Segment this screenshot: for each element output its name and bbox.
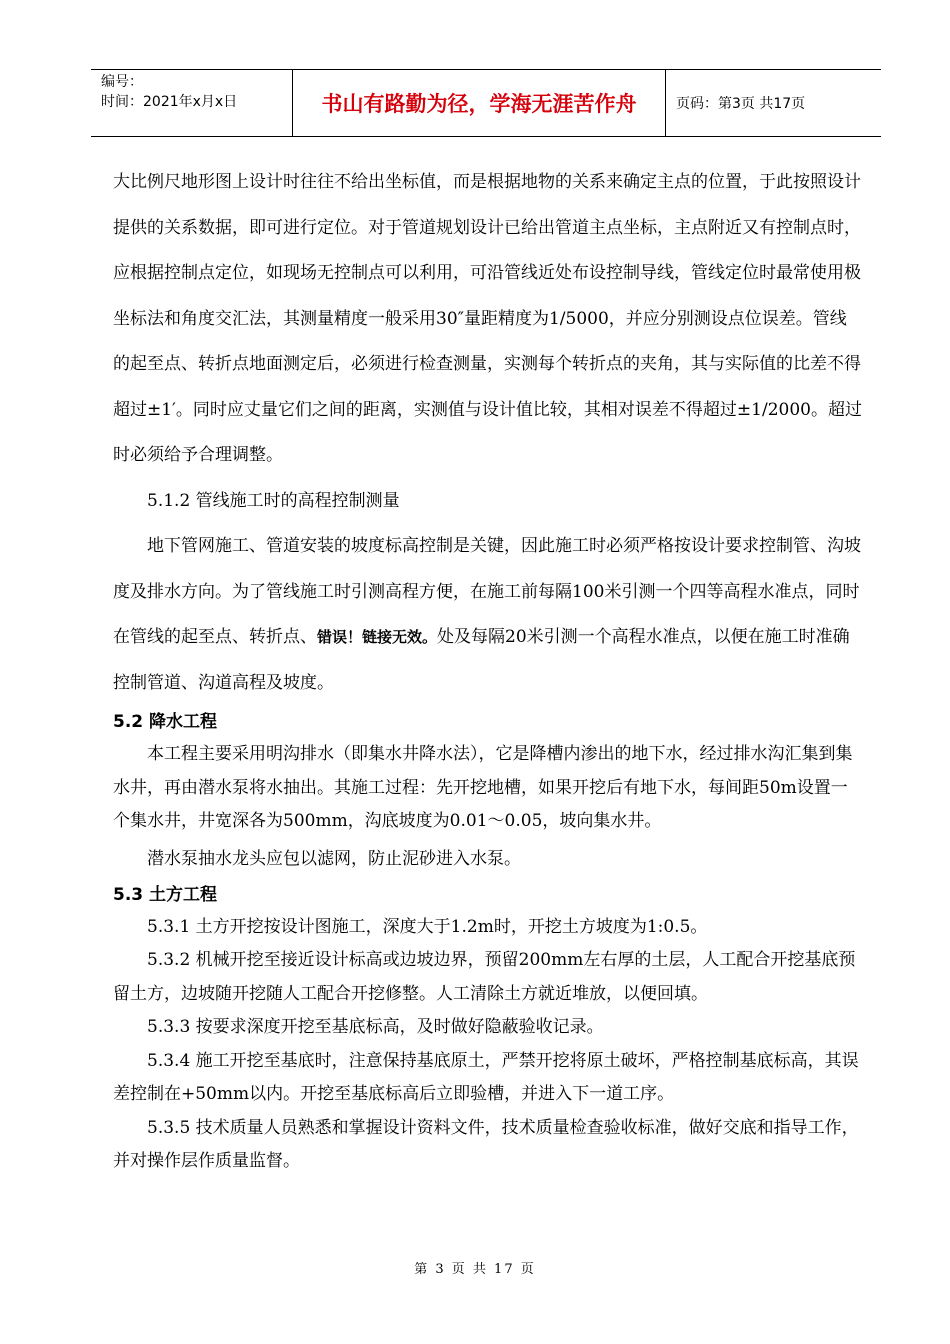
heading-5-2: 5.2 降水工程 — [113, 712, 218, 732]
document-body — [113, 160, 863, 1179]
paragraph-5-3-4: 5.3.4 施工开挖至基底时，注意保持基底原土，严禁开挖将原土破坏，严格控制基底标高，其误差控制在+50mm以内。开挖至基底标高后立即验槽，并进入下一道工序。 — [113, 1050, 859, 1104]
paragraph-positioning: 大比例尺地形图上设计时往往不给出坐标值，而是根据地物的关系来确定主点的位置，于此按照设计提供的关系数据，即可进行定位。对于管道规划设计已给出管道主点坐标，主点附近又有控制点时，应根据控制点定位，如现场无控制点可以利用，可沿管线近处布设控制导线，管线定位时最常使用极坐标法和角度交汇法，其测量精度一般采用30″量距精度为1/5000，并应分别测设点位误差。管线的起至点、转折点地面测定后，必须进行检查测量，实测每个转折点的夹角，其与实际值的比差不得超过±1′。同时应丈量它们之间的距离，实测值与设计值比较，其相对误差不得超过±1/2000。超过时必须给予合理调整。 — [113, 172, 862, 465]
paragraph-dewatering: 本工程主要采用明沟排水（即集水井降水法），它是降槽内渗出的地下水，经过排水沟汇集到集水井，再由潜水泵将水抽出。其施工过程：先开挖地槽，如果开挖后有地下水，每间距50m设置一个集水井，井宽深各为500mm，沟底坡度为0.01～0.05，坡向集水井。 — [113, 744, 853, 831]
paragraph-5-3-2: 5.3.2 机械开挖至接近设计标高或边坡边界，预留200mm左右厚的土层，人工配合开挖基底预留土方，边坡随开挖随人工配合开挖修整。人工清除土方就近堆放，以便回填。 — [113, 950, 856, 1004]
paragraph-5-3-1: 5.3.1 土方开挖按设计图施工，深度大于1.2m时，开挖土方坡度为1:0.5。 — [147, 916, 708, 937]
code-label: 编号： — [101, 74, 143, 90]
heading-5-3: 5.3 土方工程 — [113, 884, 218, 905]
header-motto: 书山有路勤为径，学海无涯苦作舟 — [293, 70, 666, 136]
paragraph-elevation-part2: 处及每隔20米引测一个高程水准点，以便在施工时准确控制管道、沟道高程及坡度。 — [113, 627, 850, 693]
broken-link-error: 错误！链接无效。 — [317, 628, 438, 646]
page-footer: 第 3 页 共 17 页 — [414, 1262, 536, 1277]
paragraph-elevation-control — [113, 524, 863, 706]
subheading-5-1-2: 5.1.2 管线施工时的高程控制测量 — [147, 490, 400, 511]
paragraph-pump-filter: 潜水泵抽水龙头应包以滤网，防止泥砂进入水泵。 — [147, 848, 521, 869]
paragraph-5-3-3: 5.3.3 按要求深度开挖至基底标高，及时做好隐蔽验收记录。 — [147, 1017, 604, 1037]
paragraph-elevation-part1: 地下管网施工、管道安装的坡度标高控制是关键，因此施工时必须严格按设计要求控制管、沟坡度及排水方向。为了管线施工时引测高程方便，在施工前每隔100米引测一个四等高程水准点，同时在管线的起至点、转折点、 — [113, 536, 861, 647]
paragraph-5-3-5: 5.3.5 技术质量人员熟悉和掌握设计资料文件，技术质量检查验收标准，做好交底和指导工作，并对操作层作质量监督。 — [113, 1117, 859, 1171]
page-header — [91, 69, 881, 137]
header-meta — [91, 70, 293, 136]
time-label: 时间：2021年x月x日 — [101, 94, 238, 110]
header-page-label: 页码：第3页 共17页 — [676, 96, 806, 112]
